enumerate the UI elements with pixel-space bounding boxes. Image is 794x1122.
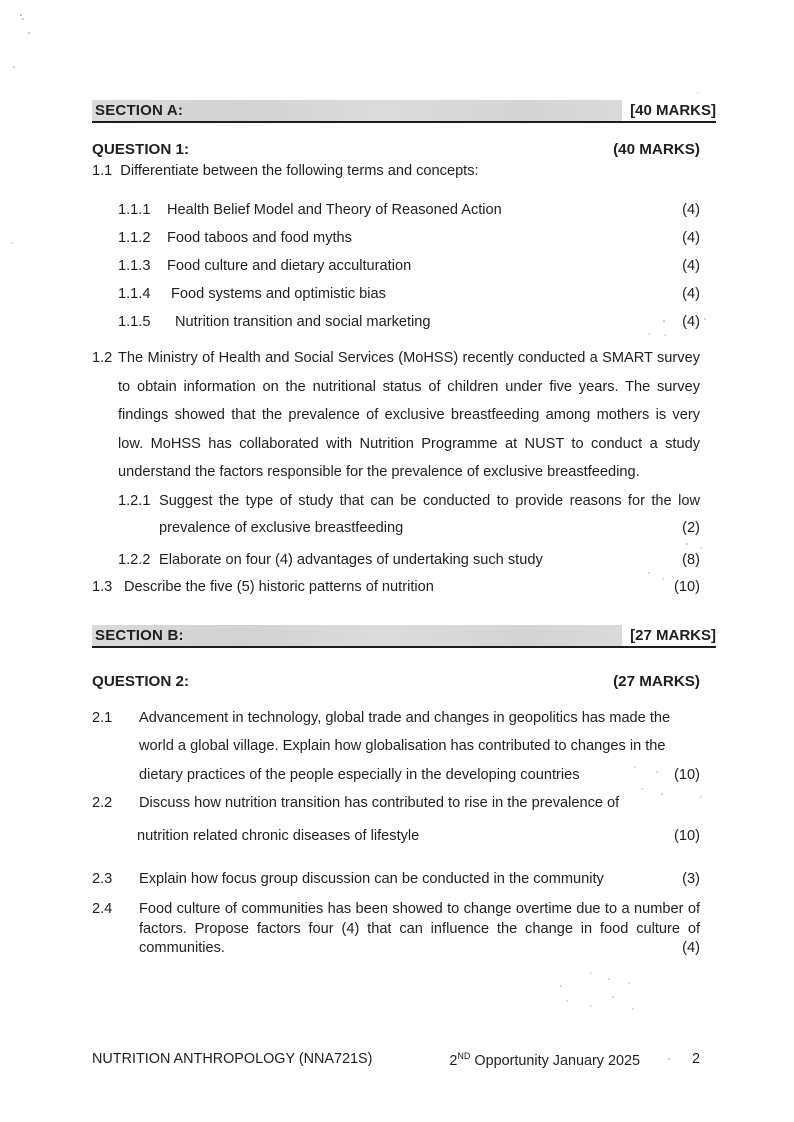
item-marks: (4) bbox=[682, 940, 700, 956]
opportunity-number: 2 bbox=[449, 1052, 458, 1069]
item-number: 1.1.2 bbox=[118, 230, 151, 246]
item-number: 1.2.1 bbox=[118, 492, 151, 509]
item-number: 2.4 bbox=[92, 901, 113, 917]
item-marks: (4) bbox=[682, 314, 700, 330]
page-content bbox=[92, 100, 716, 959]
section-a-marks: [40 MARKS] bbox=[622, 100, 716, 121]
question-1-marks: (40 MARKS) bbox=[613, 141, 700, 158]
item-number: 2.2 bbox=[92, 795, 113, 811]
item-body bbox=[139, 704, 700, 790]
item-text: Nutrition transition and social marketing bbox=[175, 314, 431, 330]
item-1-2-2 bbox=[118, 551, 716, 569]
item-marks: (4) bbox=[682, 230, 700, 246]
page-footer bbox=[92, 1051, 716, 1069]
item-text: Health Belief Model and Theory of Reasoned Action bbox=[167, 202, 502, 218]
item-text: Discuss how nutrition transition has contributed to rise in the prevalence of bbox=[139, 795, 620, 811]
item-2-1 bbox=[92, 704, 716, 790]
item-2-2 bbox=[92, 793, 716, 813]
section-b-shaded-bar bbox=[92, 625, 622, 646]
item-body bbox=[139, 870, 700, 888]
item-2-2-continued bbox=[137, 826, 716, 846]
item-2-3 bbox=[92, 870, 716, 888]
footer-course-code: NUTRITION ANTHROPOLOGY (NNA721S) bbox=[92, 1051, 373, 1067]
question-2-title: QUESTION 2: bbox=[92, 672, 190, 690]
item-text: Food culture and dietary acculturation bbox=[167, 258, 412, 274]
item-1-1-2 bbox=[118, 229, 716, 247]
section-a-shaded-bar bbox=[92, 100, 622, 121]
item-body bbox=[159, 488, 700, 542]
item-1-1-4 bbox=[118, 285, 716, 303]
question-1-header bbox=[92, 141, 716, 158]
item-1-2 bbox=[92, 344, 716, 487]
footer-exam-opportunity bbox=[449, 1051, 640, 1069]
section-b-marks: [27 MARKS] bbox=[622, 625, 716, 646]
section-a-header bbox=[92, 100, 716, 123]
item-text: Suggest the type of study that can be conducted to provide reasons for the low prevalence of exclusive breastfeeding bbox=[159, 492, 700, 536]
item-1-1-text: Differentiate between the following terms and concepts: bbox=[120, 163, 479, 179]
question-2-header bbox=[92, 673, 716, 690]
item-marks: (10) bbox=[674, 766, 700, 783]
question-2-marks: (27 MARKS) bbox=[613, 672, 700, 690]
item-marks: (10) bbox=[674, 578, 700, 595]
item-1-1-3 bbox=[118, 257, 716, 275]
item-number: 1.1.5 bbox=[118, 314, 151, 330]
section-a-title: SECTION A: bbox=[95, 102, 184, 119]
item-number: 2.1 bbox=[92, 709, 113, 726]
item-text: The Ministry of Health and Social Services (MoHSS) recently conducted a SMART survey to obtain information on the nutritional status of children under five years. The survey findings showed that the prevalence of exclusive breastfeeding among mothers is very low. MoHSS has collaborated with Nutrition Programme at NUST to conduct a study understand the factors responsible for the prevalence of exclusive breastfeeding. bbox=[118, 350, 700, 480]
item-marks: (3) bbox=[682, 871, 700, 887]
item-marks: (4) bbox=[682, 202, 700, 218]
item-number: 1.3 bbox=[92, 578, 113, 595]
item-body bbox=[139, 900, 700, 959]
item-text: Food culture of communities has been showed to change overtime due to a number of factors. Propose factors four (4) that can influence the change in food culture of communities. bbox=[139, 901, 700, 956]
item-1-1 bbox=[92, 163, 716, 179]
item-marks: (10) bbox=[674, 828, 700, 844]
item-marks: (2) bbox=[682, 519, 700, 536]
question-1-title: QUESTION 1: bbox=[92, 141, 190, 158]
item-text: Describe the five (5) historic patterns of nutrition bbox=[124, 578, 434, 595]
opportunity-text: Opportunity January 2025 bbox=[474, 1052, 640, 1069]
item-marks: (4) bbox=[682, 286, 700, 302]
item-1-1-number: 1.1 bbox=[92, 163, 113, 179]
item-marks: (4) bbox=[682, 258, 700, 274]
item-text: Explain how focus group discussion can be conducted in the community bbox=[139, 871, 604, 887]
item-number: 1.2 bbox=[92, 350, 113, 366]
item-number: 1.2.2 bbox=[118, 551, 151, 568]
item-text: Elaborate on four (4) advantages of undertaking such study bbox=[159, 551, 543, 568]
section-b-header bbox=[92, 625, 716, 648]
item-1-3 bbox=[92, 578, 716, 596]
item-marks: (8) bbox=[682, 551, 700, 568]
opportunity-ordinal-superscript: ND bbox=[457, 1051, 471, 1061]
footer-page-number: 2 bbox=[691, 1051, 700, 1067]
item-number: 1.1.1 bbox=[118, 202, 151, 218]
item-number: 1.1.4 bbox=[118, 286, 151, 302]
item-number: 2.3 bbox=[92, 871, 113, 887]
section-b-title: SECTION B: bbox=[95, 626, 184, 644]
item-text: Food taboos and food myths bbox=[167, 230, 352, 246]
item-2-4 bbox=[92, 900, 716, 959]
item-1-1-5 bbox=[118, 313, 716, 331]
item-text: nutrition related chronic diseases of lifestyle bbox=[137, 828, 420, 844]
item-1-1-1 bbox=[118, 201, 716, 219]
item-number: 1.1.3 bbox=[118, 258, 151, 274]
item-1-2-1 bbox=[118, 488, 716, 542]
item-text: Food systems and optimistic bias bbox=[171, 286, 386, 302]
item-text: Advancement in technology, global trade and changes in geopolitics has made the world a global village. Explain how globalisation has contributed to changes in the dietary practices of the people especially in the developing countries bbox=[139, 709, 671, 783]
scan-noise-artifacts bbox=[0, 0, 2, 2]
